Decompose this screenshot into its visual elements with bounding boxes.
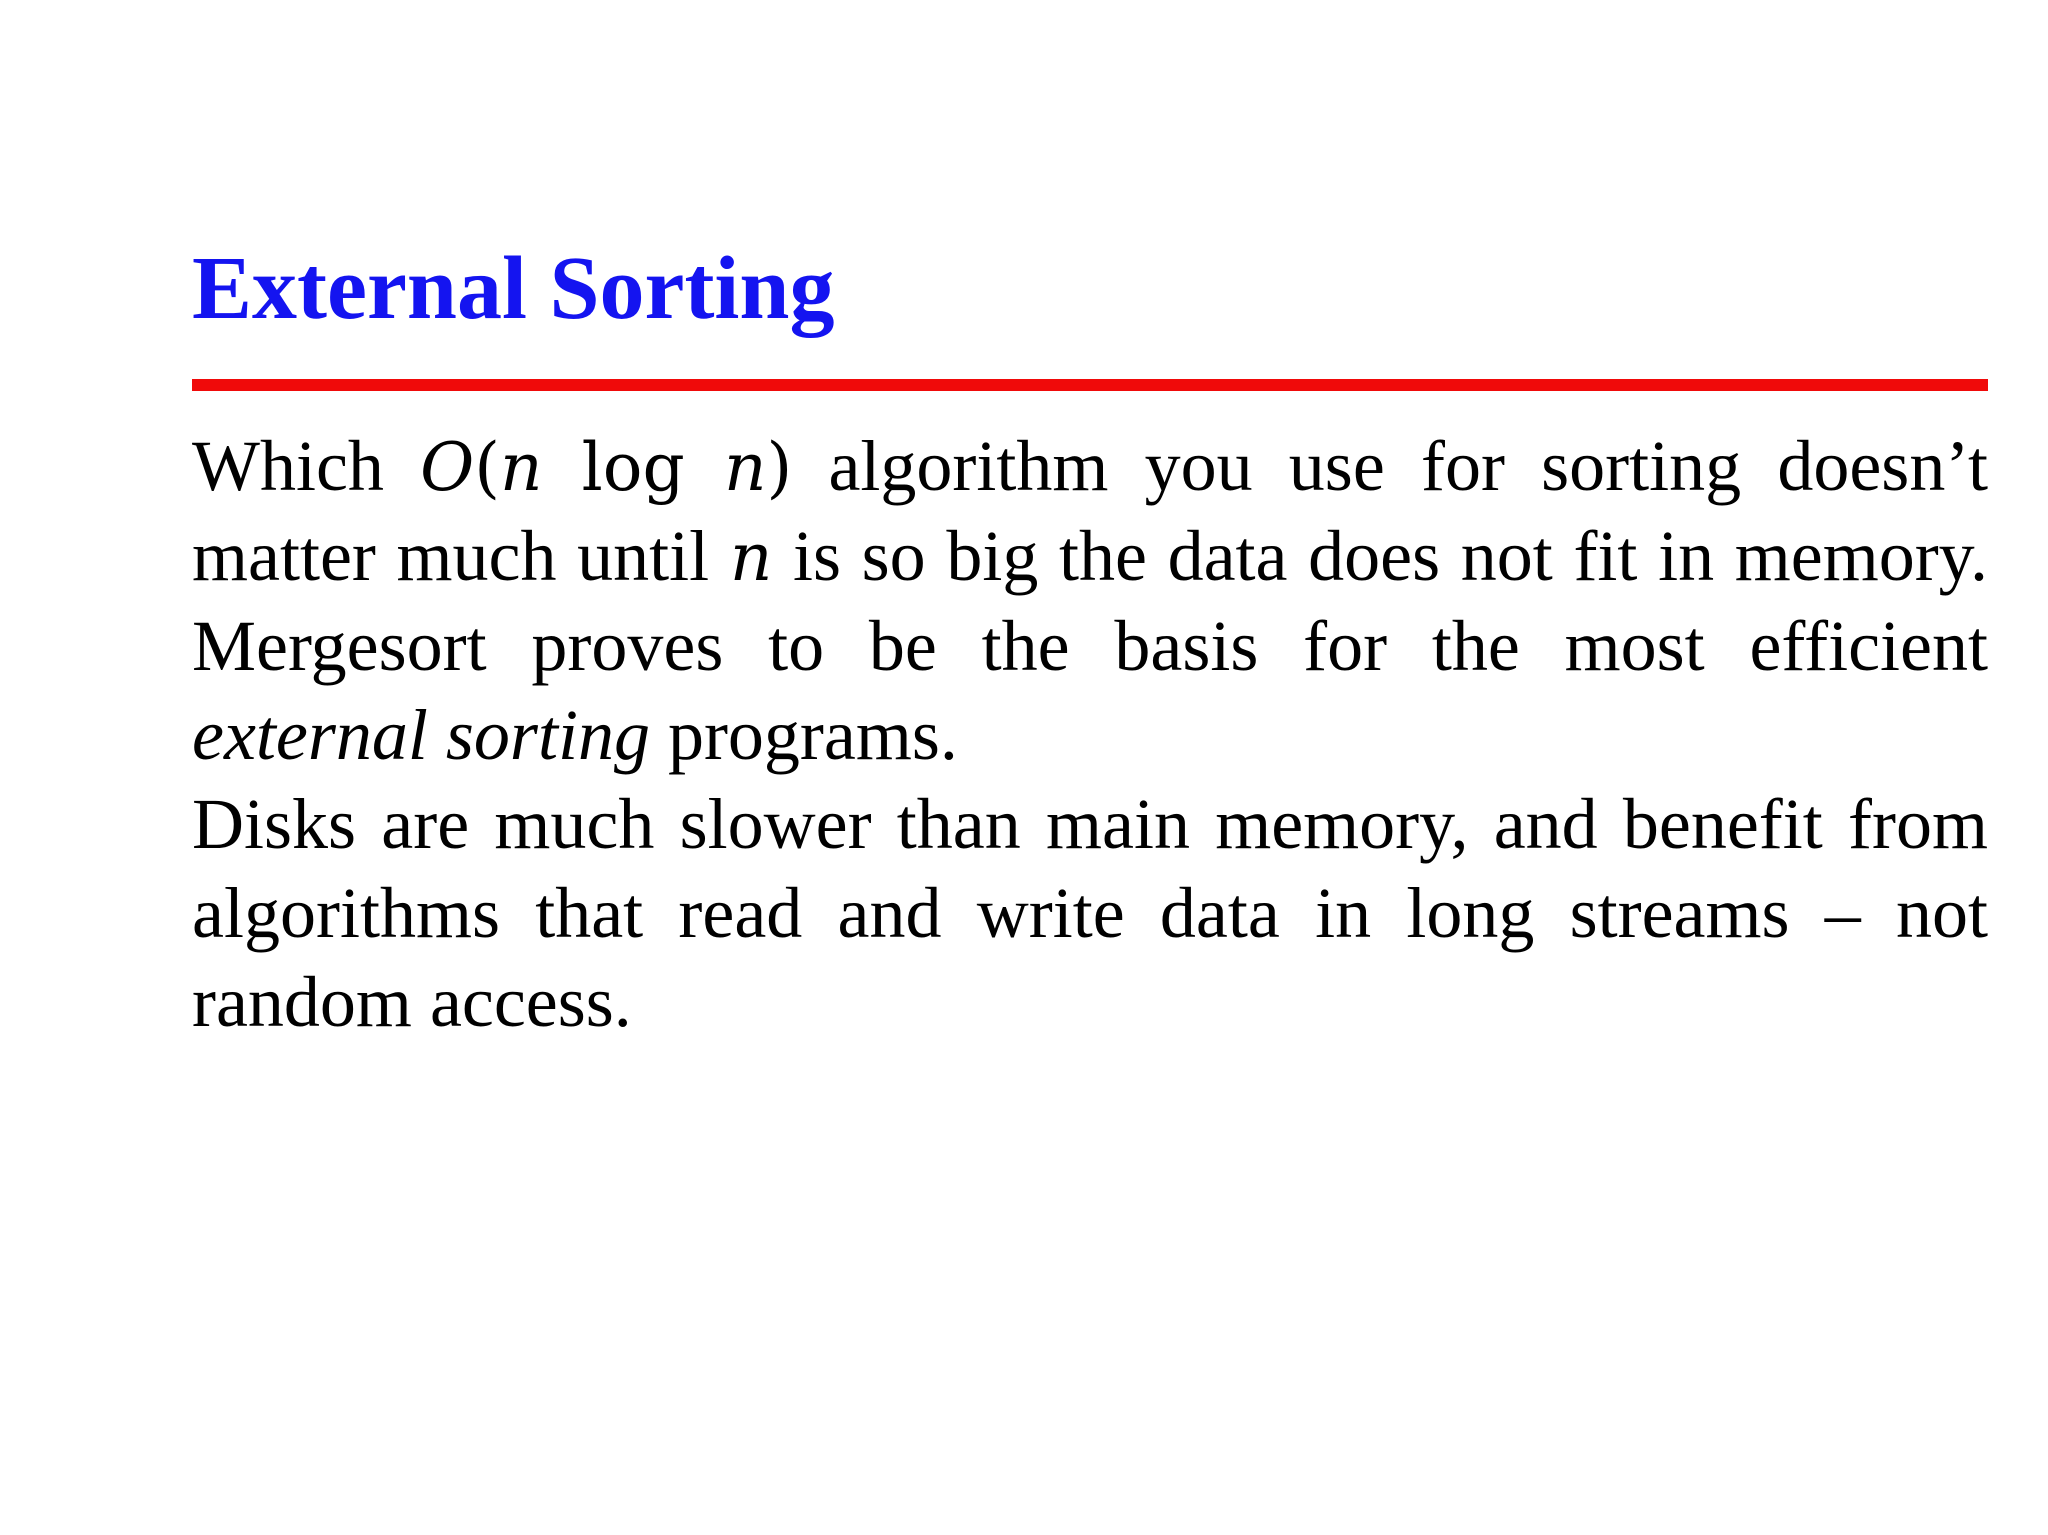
paragraph-complexity bbox=[192, 422, 1988, 780]
text-run: Which bbox=[192, 426, 421, 506]
text-run: programs. bbox=[649, 695, 958, 775]
emphasized-term: external sorting bbox=[192, 695, 650, 775]
math-symbol: ( bbox=[474, 429, 500, 506]
math-symbol: ) bbox=[766, 429, 793, 506]
paragraph-disks: Disks are much slower than main memory, and benefit from algorithms that read and write data in long streams – not random access. bbox=[192, 784, 1988, 1042]
title-divider bbox=[192, 379, 1988, 391]
slide-title: External Sorting bbox=[192, 239, 835, 338]
math-variable-n: n bbox=[729, 519, 773, 596]
math-symbol: n bbox=[723, 429, 767, 506]
text-run: algorithm you use for sorting doesn’t matter much until bbox=[192, 426, 1988, 596]
math-symbol: n bbox=[499, 429, 543, 506]
slide-body bbox=[192, 422, 1988, 1047]
math-symbol: log bbox=[542, 429, 724, 506]
text-run: is so big the data does not fit in memory. Mergesort proves to be the basis for the most efficient bbox=[192, 516, 1988, 686]
big-o-formula bbox=[420, 429, 792, 506]
math-symbol: O bbox=[420, 429, 475, 506]
